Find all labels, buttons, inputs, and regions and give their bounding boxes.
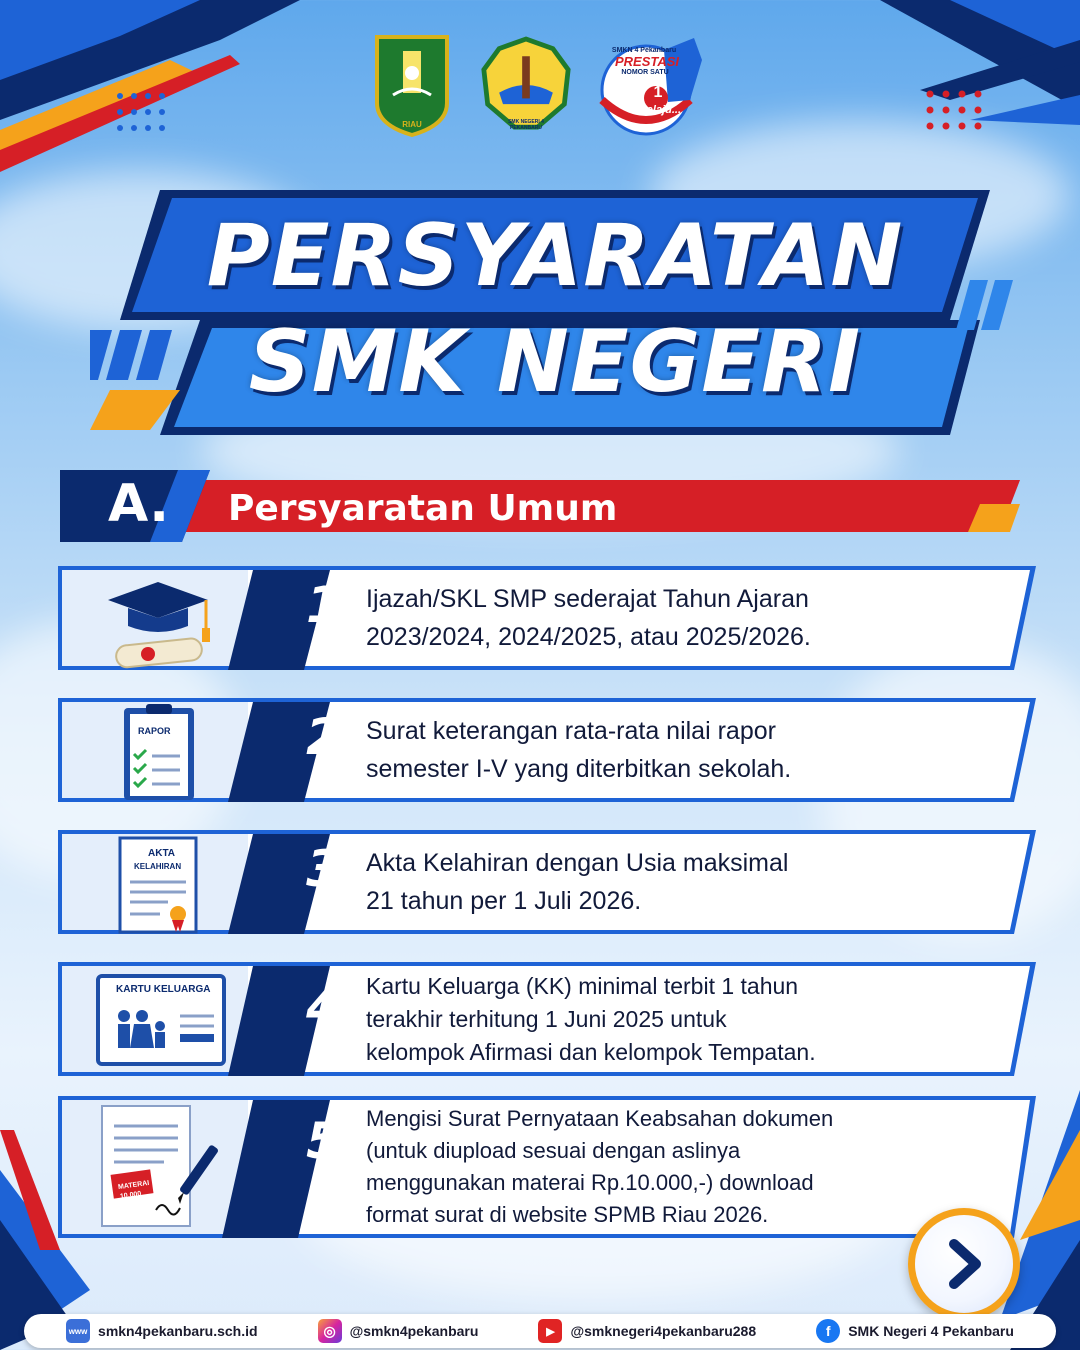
prestasi-number: 1 — [653, 84, 663, 101]
item-number: 3. — [306, 840, 360, 898]
requirement-item-5 — [58, 1092, 1036, 1242]
title-line-2: SMK NEGERI — [248, 312, 862, 412]
item-text-line: Kartu Keluarga (KK) minimal terbit 1 tahun — [366, 972, 799, 999]
prestasi-line2: PRESTASI — [614, 53, 680, 69]
item-text-line: terakhir terhitung 1 Juni 2025 untuk — [366, 1005, 727, 1032]
title-line-1: PERSYARATAN — [206, 206, 904, 306]
item-text-line: 2023/2024, 2024/2025, atau 2025/2026. — [366, 623, 811, 651]
item-text-line: Ijazah/SKL SMP sederajat Tahun Ajaran — [366, 585, 809, 613]
item-text-line: menggunakan materai Rp.10.000,-) download — [366, 1170, 814, 1195]
item-text — [366, 826, 1006, 938]
footer-instagram-text: @smkn4pekanbaru — [349, 1323, 479, 1339]
graduation-cap-diploma-icon — [68, 570, 248, 670]
birth-certificate-icon — [68, 834, 248, 934]
prestasi-line1: SMKN 4 Pekanbaru — [611, 46, 677, 54]
requirement-item-3 — [58, 826, 1036, 938]
item-text — [366, 694, 1006, 806]
item-text-line: kelompok Afirmasi dan kelompok Tempatan. — [366, 1038, 816, 1065]
akta-label: AKTA — [148, 848, 176, 859]
footer-website-text: smkn4pekanbaru.sch.id — [98, 1323, 258, 1339]
requirement-item-1 — [58, 562, 1036, 674]
section-title: Persyaratan Umum — [228, 488, 618, 529]
pekanbaru-emblem-text: SMK NEGERI 4 PEKANBARU — [508, 119, 544, 131]
prestasi-tagline: melaju... — [636, 104, 682, 116]
footer-facebook[interactable] — [816, 1319, 1014, 1343]
item-text-line: 21 tahun per 1 Juli 2026. — [366, 887, 642, 915]
section-letter: A. — [108, 474, 169, 534]
requirement-item-4 — [58, 958, 1036, 1080]
kelahiran-label: KELAHIRAN — [134, 862, 182, 871]
rapor-clipboard-icon — [68, 702, 248, 802]
logo-row — [0, 30, 1080, 140]
item-text-line: Surat keterangan rata-rata nilai rapor — [366, 717, 776, 745]
next-button[interactable] — [908, 1208, 1020, 1320]
item-text-line: Mengisi Surat Pernyataan Keabsahan dokumen — [366, 1106, 834, 1131]
item-number: 5. — [306, 1112, 360, 1170]
footer-facebook-text: SMK Negeri 4 Pekanbaru — [848, 1323, 1014, 1339]
kartu-keluarga-label: KARTU KELUARGA — [116, 984, 211, 995]
footer-bar — [24, 1314, 1056, 1348]
prestasi-badge-icon — [594, 30, 714, 140]
footer-youtube[interactable] — [538, 1319, 756, 1343]
riau-province-emblem-icon — [366, 30, 458, 140]
riau-emblem-text: RIAU — [402, 119, 422, 129]
signed-document-icon — [68, 1102, 248, 1232]
item-number: 2. — [306, 708, 360, 766]
www-icon: www — [66, 1319, 90, 1343]
item-text-line: semester I-V yang diterbitkan sekolah. — [366, 755, 792, 783]
youtube-icon: ▶ — [538, 1319, 562, 1343]
item-text-line: (untuk diupload sesuai dengan aslinya — [366, 1138, 741, 1163]
item-text — [366, 562, 1006, 674]
requirement-item-2 — [58, 694, 1036, 806]
materai-label: MATERAI — [117, 1179, 150, 1192]
item-text — [366, 958, 1006, 1080]
footer-website[interactable] — [66, 1319, 258, 1343]
facebook-icon: f — [816, 1319, 840, 1343]
materai-value: 10.000 — [119, 1190, 142, 1201]
pekanbaru-city-emblem-icon — [480, 30, 572, 140]
family-card-icon — [68, 972, 248, 1072]
chevron-right-icon — [938, 1238, 990, 1290]
item-text-line: format surat di website SPMB Riau 2026. — [366, 1202, 769, 1227]
title-banner — [90, 180, 1020, 450]
item-text — [366, 1092, 1006, 1242]
instagram-icon: ◎ — [318, 1319, 342, 1343]
item-number: 4. — [306, 978, 360, 1036]
footer-youtube-text: @smknegeri4pekanbaru288 — [570, 1323, 757, 1339]
footer-instagram[interactable] — [318, 1319, 479, 1343]
rapor-label: RAPOR — [138, 726, 171, 736]
item-text-line: Akta Kelahiran dengan Usia maksimal — [366, 849, 789, 877]
prestasi-line3: NOMOR SATU — [621, 68, 669, 76]
item-number: 1. — [306, 576, 360, 634]
section-header — [60, 470, 1020, 542]
